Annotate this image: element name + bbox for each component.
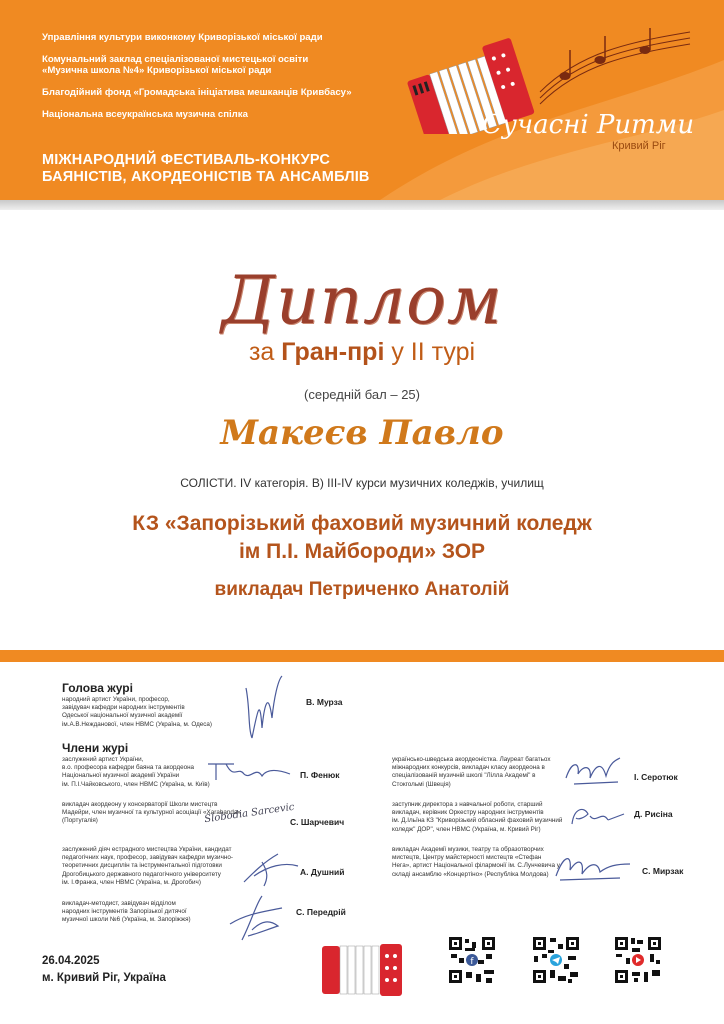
- signature-member-1: [204, 756, 294, 786]
- jury-member-2-name: С. Шарчевич: [290, 817, 345, 827]
- qr-code-facebook[interactable]: [448, 936, 496, 984]
- jury-head-desc: народний артист України, професор, завідувач кафедри народних інструментів Одеської національної музичної академії ім.А.В.Нежданової, член НВМС (Україна, м. Одеса): [62, 696, 213, 728]
- organizer-3: Благодійний фонд «Громадська ініціатива мешканців Кривбасу»: [42, 87, 352, 98]
- institution-line2: ім П.І. Майбороди» ЗОР: [238, 540, 486, 563]
- jury-member-5-desc: українсько-шведська акордеоністка. Лауреат багатьох міжнародних конкурсів, викладач класу акордеона в спеціалізованій музичній школі "Лілла Академі" в Стокгольмі (Швеція): [392, 756, 551, 788]
- jury-members-label: Члени журі: [62, 741, 129, 755]
- organizer-2: Комунальний заклад спеціалізованої мистецької освіти: [42, 54, 309, 65]
- jury-member-4-desc: викладач-методист, завідувач відділом народних інструментів Запорізької дитячої музичної школи №6 (Україна, м. Запоріжжя): [62, 900, 191, 924]
- signature-member-4: [222, 890, 292, 946]
- accordion-icon: [320, 940, 404, 1000]
- festival-title-line1: МІЖНАРОДНИЙ ФЕСТИВАЛЬ-КОНКУРС: [42, 152, 331, 168]
- jury-member-5-name: І. Серотюк: [634, 772, 678, 782]
- diploma-title: Диплом: [221, 262, 503, 339]
- jury-member-3-desc: заслужений діяч естрадного мистецтва України, кандидат педагогічних наук, професор, завідувач кафедри музично- теоретичних дисциплін та інструментальної підготовки Дрогобицького державного педагогічного університету ім. І.Франка, член НВМС (Україна, м. Дрогобич): [62, 846, 233, 886]
- award-prefix: за: [248, 338, 275, 366]
- award-line: [0, 338, 724, 367]
- signature-member-7: [550, 848, 634, 884]
- jury-member-4-name: С. Передрій: [296, 907, 346, 917]
- winner-name: Макеєв Павло: [220, 413, 504, 453]
- jury-head-name: В. Мурза: [306, 697, 343, 707]
- jury-member-1-name: П. Фенюк: [300, 770, 340, 780]
- teacher-name: викладач Петриченко Анатолій: [214, 579, 510, 600]
- music-notes-icon: [540, 28, 690, 104]
- organizer-1: Управління культури виконкому Криворізької міської ради: [42, 32, 323, 43]
- average-score: (середній бал – 25): [304, 387, 420, 402]
- institution-line1: КЗ «Запорізький фаховий музичний коледж: [132, 512, 592, 535]
- signature-member-6: [566, 800, 626, 830]
- jury-member-7-desc: викладач Академії музики, театру та образотворчих мистецтв, Центру майстерності мистецтв «Стефан Нега», артист Національної філармонії ім. С.Лунчевича у складі ансамблю «Концертіно» (Республіка Молдова): [392, 846, 560, 878]
- jury-member-7-name: С. Мирзак: [642, 866, 684, 876]
- jury-member-3-name: А. Душний: [300, 867, 345, 877]
- festival-title: [42, 152, 370, 186]
- diploma-city: м. Кривий Ріг, Україна: [42, 972, 166, 984]
- footer-divider: [0, 650, 724, 662]
- header-banner: [0, 0, 724, 200]
- svg-text:f: f: [470, 957, 474, 967]
- organizer-4: Національна всеукраїнська музична спілка: [42, 109, 248, 120]
- organizer-2b: «Музична школа №4» Криворізької міської ради: [42, 65, 272, 76]
- header-divider: [0, 200, 724, 210]
- qr-code-youtube[interactable]: [614, 936, 662, 984]
- signature-member-3: [238, 842, 304, 890]
- signature-member-2: Slobodia Sarcevic: [203, 801, 296, 826]
- signature-head: [238, 668, 288, 744]
- festival-logo-city: Кривий Ріг: [612, 140, 666, 152]
- jury-member-1-desc: заслужений артист України, в.о. професора кафедри баяна та акордеона Національної музичної академії України ім. П.І.Чайковського, член НВМС (Україна, м. Київ): [62, 756, 210, 788]
- jury-member-6-name: Д. Рисіна: [634, 809, 673, 819]
- award-main: Гран-прі: [281, 338, 385, 366]
- festival-logo-title: Сучасні Ритми: [482, 110, 695, 140]
- jury-member-2-desc: викладач акордеону у консерваторії Школи мистецтв Мадейри, член музичної та культурної асоціації «Xarabanda» (Португалія): [62, 801, 241, 825]
- competition-category: СОЛІСТИ. IV категорія. В) III-IV курси музичних коледжів, училищ: [180, 476, 544, 490]
- diploma-date: 26.04.2025: [42, 955, 100, 967]
- jury-member-6-desc: заступник директора з навчальної роботи, старший викладач, керівник Оркестру народних інструментів ім. Д.Ільїна КЗ "Криворізький обласний фаховий музичний коледж" ДОР", член НВМС (Україна, м. Кривий Ріг): [392, 801, 563, 833]
- festival-title-line2: БАЯНІСТІВ, АКОРДЕОНІСТІВ ТА АНСАМБЛІВ: [42, 169, 370, 185]
- jury-head-label: Голова журі: [62, 681, 133, 695]
- signature-member-5: [562, 756, 624, 788]
- qr-code-telegram[interactable]: [532, 936, 580, 984]
- award-suffix: у ІІ турі: [391, 338, 476, 366]
